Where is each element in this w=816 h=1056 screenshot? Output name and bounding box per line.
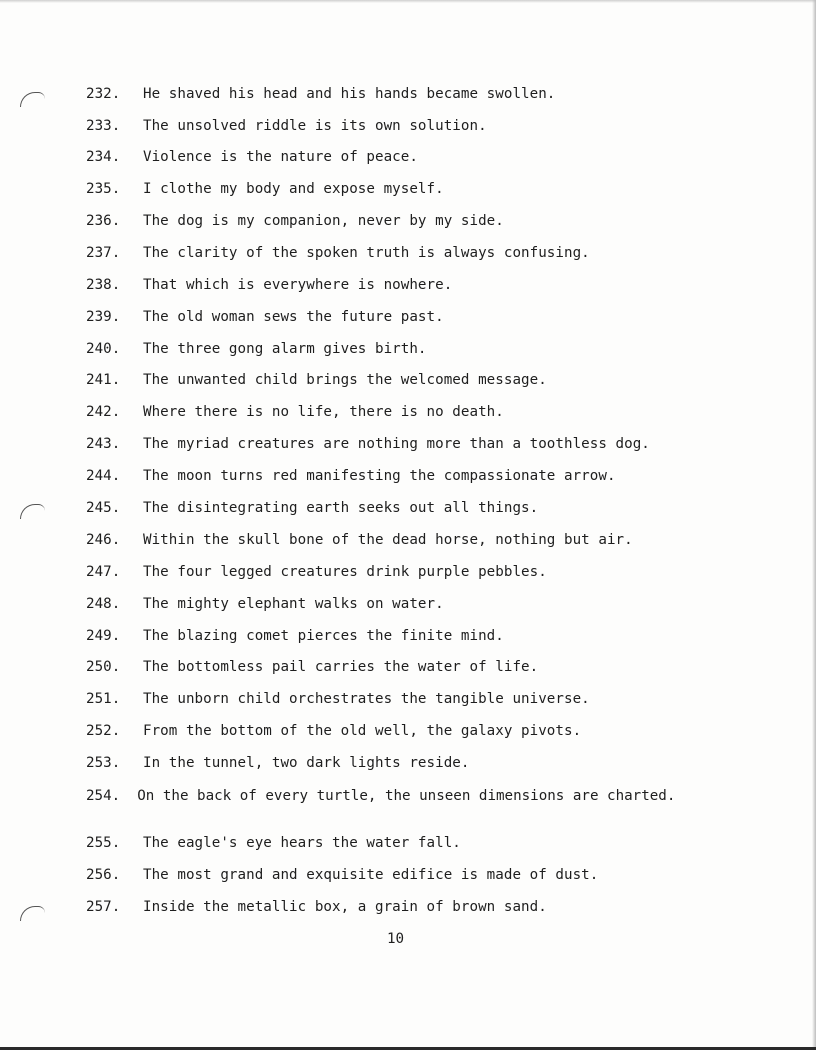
item-number: 249. [86, 628, 121, 644]
item-text: The dog is my companion, never by my side. [143, 213, 504, 229]
list-item [86, 435, 650, 453]
item-number: 246. [86, 532, 121, 548]
item-number: 240. [86, 341, 121, 357]
item-text: From the bottom of the old well, the galaxy pivots. [143, 723, 582, 739]
list-item [86, 85, 555, 103]
list-item [86, 690, 590, 708]
item-text: Where there is no life, there is no death. [143, 404, 504, 420]
list-item [86, 531, 633, 549]
punch-hole-mark [20, 92, 45, 107]
item-number: 245. [86, 500, 121, 516]
item-number: 241. [86, 372, 121, 388]
list-item [86, 789, 714, 803]
list-item [86, 467, 616, 485]
item-number: 243. [86, 436, 121, 452]
list-item [86, 754, 469, 772]
list-item [86, 148, 418, 166]
list-item [86, 340, 427, 358]
item-text: Inside the metallic box, a grain of brown sand. [143, 899, 547, 915]
item-number: 237. [86, 245, 121, 261]
item-number: 232. [86, 86, 121, 102]
item-text: That which is everywhere is nowhere. [143, 277, 453, 293]
item-number: 248. [86, 596, 121, 612]
item-number: 239. [86, 309, 121, 325]
item-text: The mighty elephant walks on water. [143, 596, 444, 612]
item-text: He shaved his head and his hands became swollen. [143, 86, 556, 102]
item-text: The blazing comet pierces the finite mind. [143, 628, 504, 644]
list-item [86, 403, 504, 421]
list-item [86, 563, 547, 581]
item-number: 238. [86, 277, 121, 293]
item-text: The unsolved riddle is its own solution. [143, 118, 487, 134]
item-number: 242. [86, 404, 121, 420]
item-number: 257. [86, 899, 121, 915]
item-text: The unwanted child brings the welcomed message. [143, 372, 547, 388]
item-text: Within the skull bone of the dead horse, nothing but air. [143, 532, 633, 548]
item-number: 235. [86, 181, 121, 197]
scanner-margin [0, 1050, 816, 1056]
list-item [86, 180, 444, 198]
item-text: The four legged creatures drink purple pebbles. [143, 564, 547, 580]
list-item [86, 371, 547, 389]
item-text: The disintegrating earth seeks out all things. [143, 500, 539, 516]
item-number: 244. [86, 468, 121, 484]
item-number: 255. [86, 835, 121, 851]
item-text: The bottomless pail carries the water of life. [143, 659, 539, 675]
list-item [86, 276, 452, 294]
item-text: The myriad creatures are nothing more than a toothless dog. [143, 436, 650, 452]
item-number: 234. [86, 149, 121, 165]
item-text: In the tunnel, two dark lights reside. [143, 755, 470, 771]
list-item [86, 244, 590, 262]
item-text: Violence is the nature of peace. [143, 149, 418, 165]
list-item [86, 658, 538, 676]
item-text: The eagle's eye hears the water fall. [143, 835, 461, 851]
item-number: 252. [86, 723, 121, 739]
item-text: The moon turns red manifesting the compassionate arrow. [143, 468, 616, 484]
item-text: The old woman sews the future past. [143, 309, 444, 325]
list-item [86, 212, 504, 230]
list-item [86, 722, 581, 740]
list-item [86, 834, 461, 852]
item-number: 254. [86, 788, 121, 804]
list-item [86, 866, 598, 884]
list-item [86, 499, 538, 517]
item-number: 256. [86, 867, 121, 883]
item-text: On the back of every turtle, the unseen dimensions are charted. [137, 788, 676, 804]
list-item [86, 308, 444, 326]
item-number: 236. [86, 213, 121, 229]
item-text: The most grand and exquisite edifice is made of dust. [143, 867, 599, 883]
item-number: 253. [86, 755, 121, 771]
list-item [86, 627, 504, 645]
punch-hole-mark [20, 504, 45, 519]
item-number: 251. [86, 691, 121, 707]
item-text: The three gong alarm gives birth. [143, 341, 427, 357]
item-text: I clothe my body and expose myself. [143, 181, 444, 197]
item-text: The clarity of the spoken truth is always confusing. [143, 245, 590, 261]
page-top-edge [0, 0, 816, 3]
punch-hole-mark [20, 906, 45, 921]
item-number: 247. [86, 564, 121, 580]
item-number: 250. [86, 659, 121, 675]
item-text: The unborn child orchestrates the tangible universe. [143, 691, 590, 707]
item-number: 233. [86, 118, 121, 134]
list-item [86, 117, 487, 135]
list-item [86, 898, 547, 916]
page-number: 10 [387, 931, 405, 947]
page-right-edge [812, 0, 816, 1056]
list-item [86, 595, 444, 613]
